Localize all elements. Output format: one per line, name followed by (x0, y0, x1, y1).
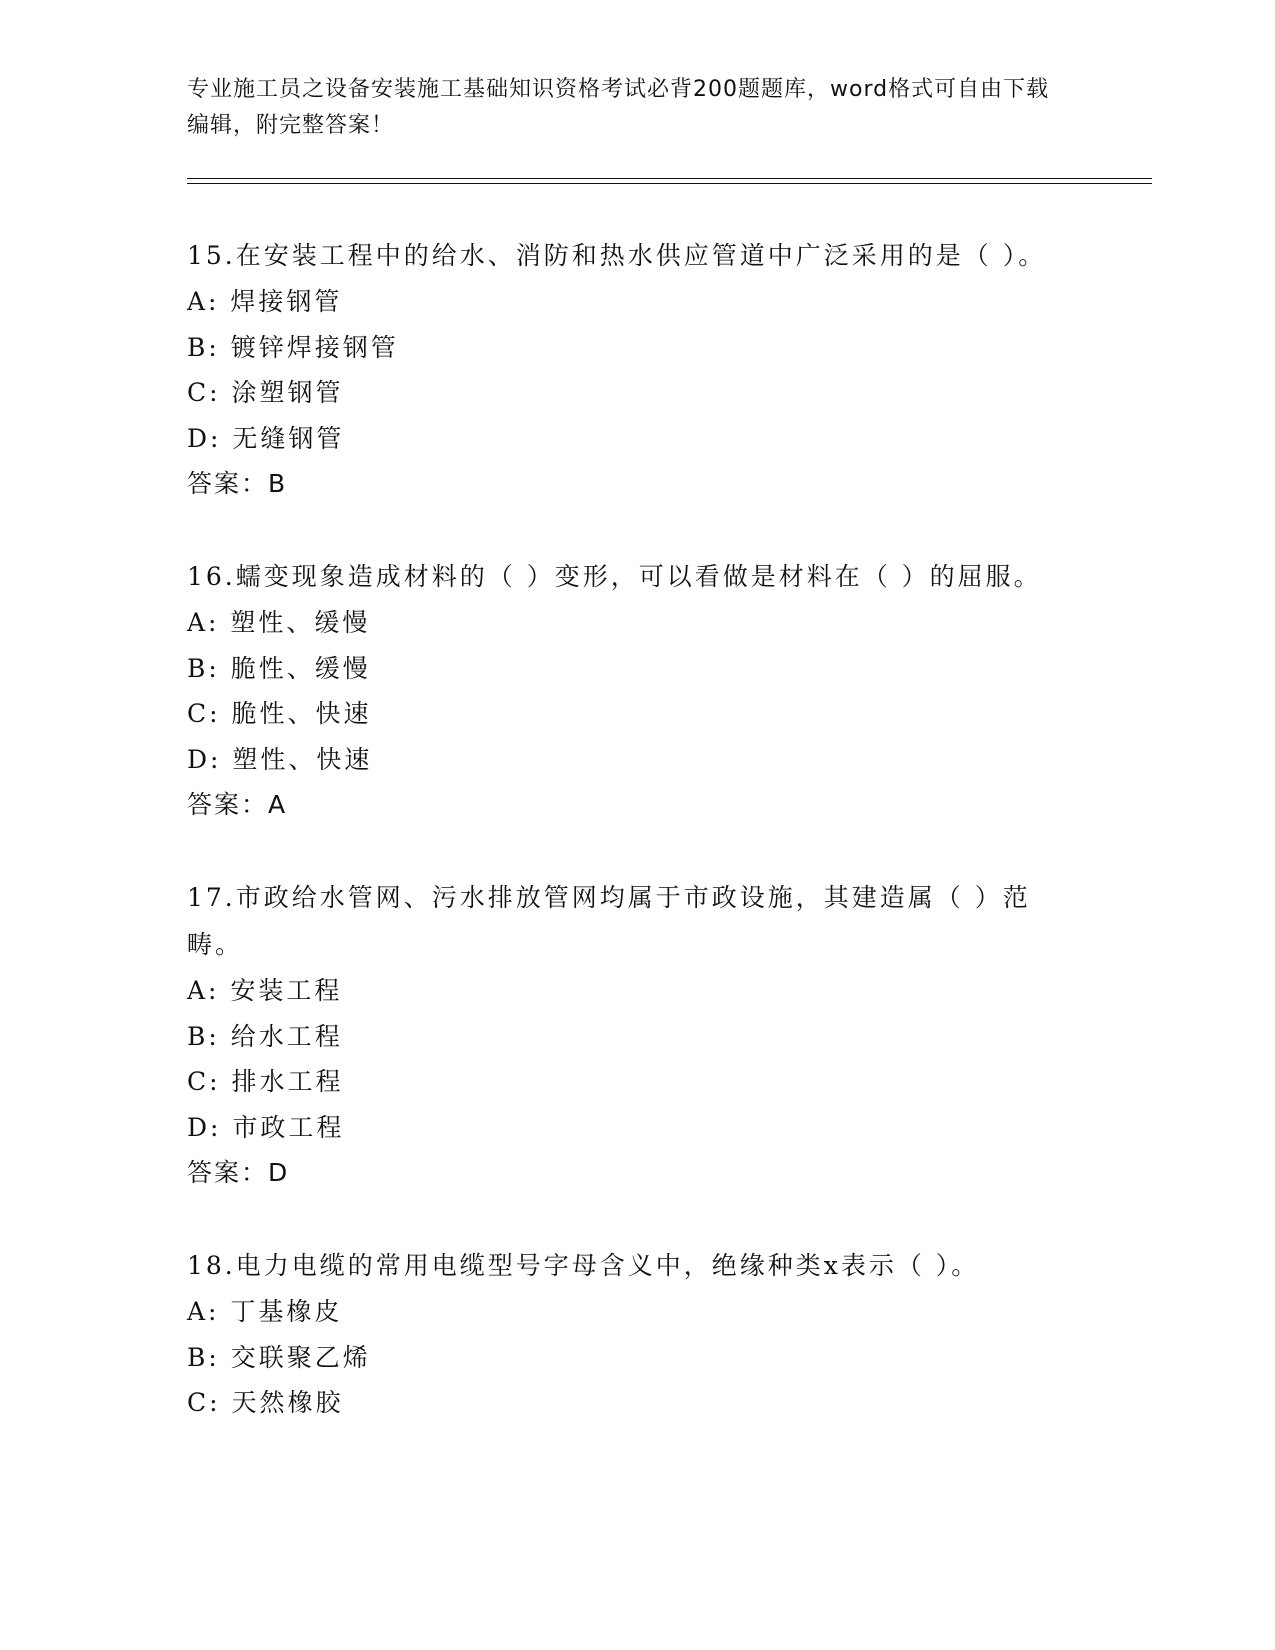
option-c: C: 脆性、快速 (187, 699, 372, 728)
header-title: 专业施工员之设备安装施工基础知识资格考试必背200题题库，word格式可自由下载编辑，附完整答案！ (187, 77, 1050, 138)
option-d: D: 市政工程 (187, 1112, 345, 1142)
answer-line: 答案：A (187, 790, 288, 819)
option-c: C: 涂塑钢管 (187, 378, 344, 407)
option-a: A: 焊接钢管 (187, 287, 343, 316)
question-item (187, 1242, 1067, 1426)
option-b: B: 交联聚乙烯 (187, 1342, 371, 1372)
option-b: B: 镀锌焊接钢管 (187, 332, 399, 362)
answer-line: 答案：D (187, 1158, 290, 1187)
question-stem: 15.在安装工程中的给水、消防和热水供应管道中广泛采用的是（ ）。 (187, 241, 1047, 270)
option-b: B: 脆性、缓慢 (187, 653, 371, 683)
question-list (187, 232, 1067, 1472)
question-item (187, 874, 1067, 1196)
question-stem: 17.市政给水管网、污水排放管网均属于市政设施，其建造属（ ）范畴。 (187, 883, 1031, 959)
question-item (187, 553, 1067, 828)
option-a: A: 丁基橡皮 (187, 1297, 343, 1326)
option-a: A: 安装工程 (187, 976, 343, 1005)
option-a: A: 塑性、缓慢 (187, 608, 371, 637)
document-header (187, 72, 1067, 144)
option-b: B: 给水工程 (187, 1021, 343, 1051)
option-d: D: 塑性、快速 (187, 744, 373, 774)
header-divider (187, 183, 1152, 184)
option-c: C: 排水工程 (187, 1067, 344, 1096)
question-item (187, 232, 1067, 507)
header-divider (187, 178, 1152, 179)
answer-line: 答案：B (187, 469, 288, 498)
option-d: D: 无缝钢管 (187, 423, 345, 453)
question-stem: 18.电力电缆的常用电缆型号字母含义中，绝缘种类x表示（ ）。 (187, 1251, 980, 1280)
option-c: C: 天然橡胶 (187, 1388, 344, 1417)
question-stem: 16.蠕变现象造成材料的（ ）变形，可以看做是材料在（ ）的屈服。 (187, 562, 1042, 591)
